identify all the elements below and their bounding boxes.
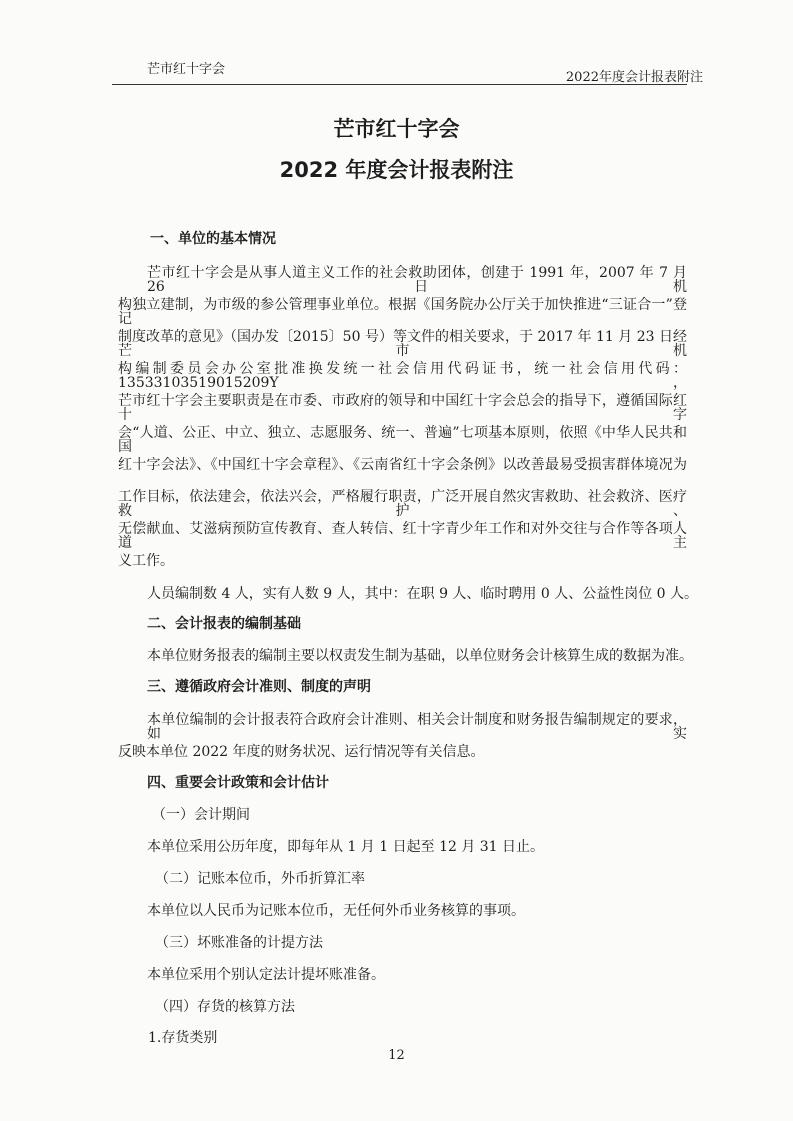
s2-text: 本单位财务报表的编制主要以权责发生制为基础，以单位财务会计核算生成的数据为准。 [147,648,693,664]
section-2-heading: 二、会计报表的编制基础 [147,616,301,632]
title-doc: 2022 年度会计报表附注 [279,158,514,182]
header-rule [112,84,687,85]
s1-p1-line-4: 芒市红十字会主要职责是在市委、市政府的领导和中国红十字会总会的指导下，遵循国际红十字 [118,393,687,423]
s1-p1-line-3: 构编制委员会办公室批准换发统一社会信用代码证书，统一社会信用代码：13533103519015209Y， [118,361,687,391]
s1-staffing: 人员编制数 4 人，实有人数 9 人，其中：在职 9 人、临时聘用 0 人、公益性岗位 0 人。 [147,586,699,602]
section-4-heading: 四、重要会计政策和会计估计 [147,775,329,791]
s4-1-heading: （一）会计期间 [152,807,250,823]
section-1-heading: 一、单位的基本情况 [150,231,276,247]
s1-p1-line-8: 无偿献血、艾滋病预防宣传教育、查人转信、红十字青少年工作和对外交往与合作等各项人道主 [118,521,687,551]
s4-3-heading: （三）坏账准备的计提方法 [155,935,323,951]
s1-p1-line-7: 工作目标，依法建会，依法兴会，严格履行职责，广泛开展自然灾害救助、社会救济、医疗救护、 [118,489,687,519]
s1-p1-line-2: 制度改革的意见》（国办发〔2015〕50 号）等文件的相关要求，于 2017 年 11 月 23 日经芒市机 [118,329,687,359]
s1-p1-line-0: 芒市红十字会是从事人道主义工作的社会救助团体，创建于 1991 年，2007 年 7 月 26 日机 [147,265,687,295]
s4-2-text: 本单位以人民币为记账本位币，无任何外币业务核算的事项。 [147,903,525,919]
s4-1-text: 本单位采用公历年度，即每年从 1 月 1 日起至 12 月 31 日止。 [147,839,545,855]
s1-p1-line-5: 会“人道、公正、中立、独立、志愿服务、统一、普遍”七项基本原则，依照《中华人民共和国 [118,425,687,455]
s4-4-heading: （四）存货的核算方法 [155,999,295,1015]
header-org: 芒市红十字会 [147,62,226,77]
page-number: 12 [388,1048,405,1063]
s1-p1-line-9: 义工作。 [118,553,174,569]
s4-3-text: 本单位采用个别认定法计提坏账准备。 [147,967,385,983]
s3-line-1: 本单位编制的会计报表符合政府会计准则、相关会计制度和财务报告编制规定的要求，如实 [147,712,687,742]
s1-p1-line-6: 红十字会法》、《中国红十字会章程》、《云南省红十字会条例》以改善最易受损害群体境况为 [118,457,687,473]
header-doc-title: 2022年度会计报表附注 [565,70,703,85]
section-3-heading: 三、遵循政府会计准则、制度的声明 [147,679,371,695]
s4-2-heading: （二）记账本位币，外币折算汇率 [155,871,365,887]
s4-4-1-heading: 1.存货类别 [148,1030,218,1046]
title-org: 芒市红十字会 [333,117,460,141]
s3-line-2: 反映本单位 2022 年度的财务状况、运行情况等有关信息。 [118,744,485,760]
s1-p1-line-1: 构独立建制，为市级的参公管理事业单位。根据《国务院办公厅关于加快推进“三证合一”登记 [118,297,687,327]
